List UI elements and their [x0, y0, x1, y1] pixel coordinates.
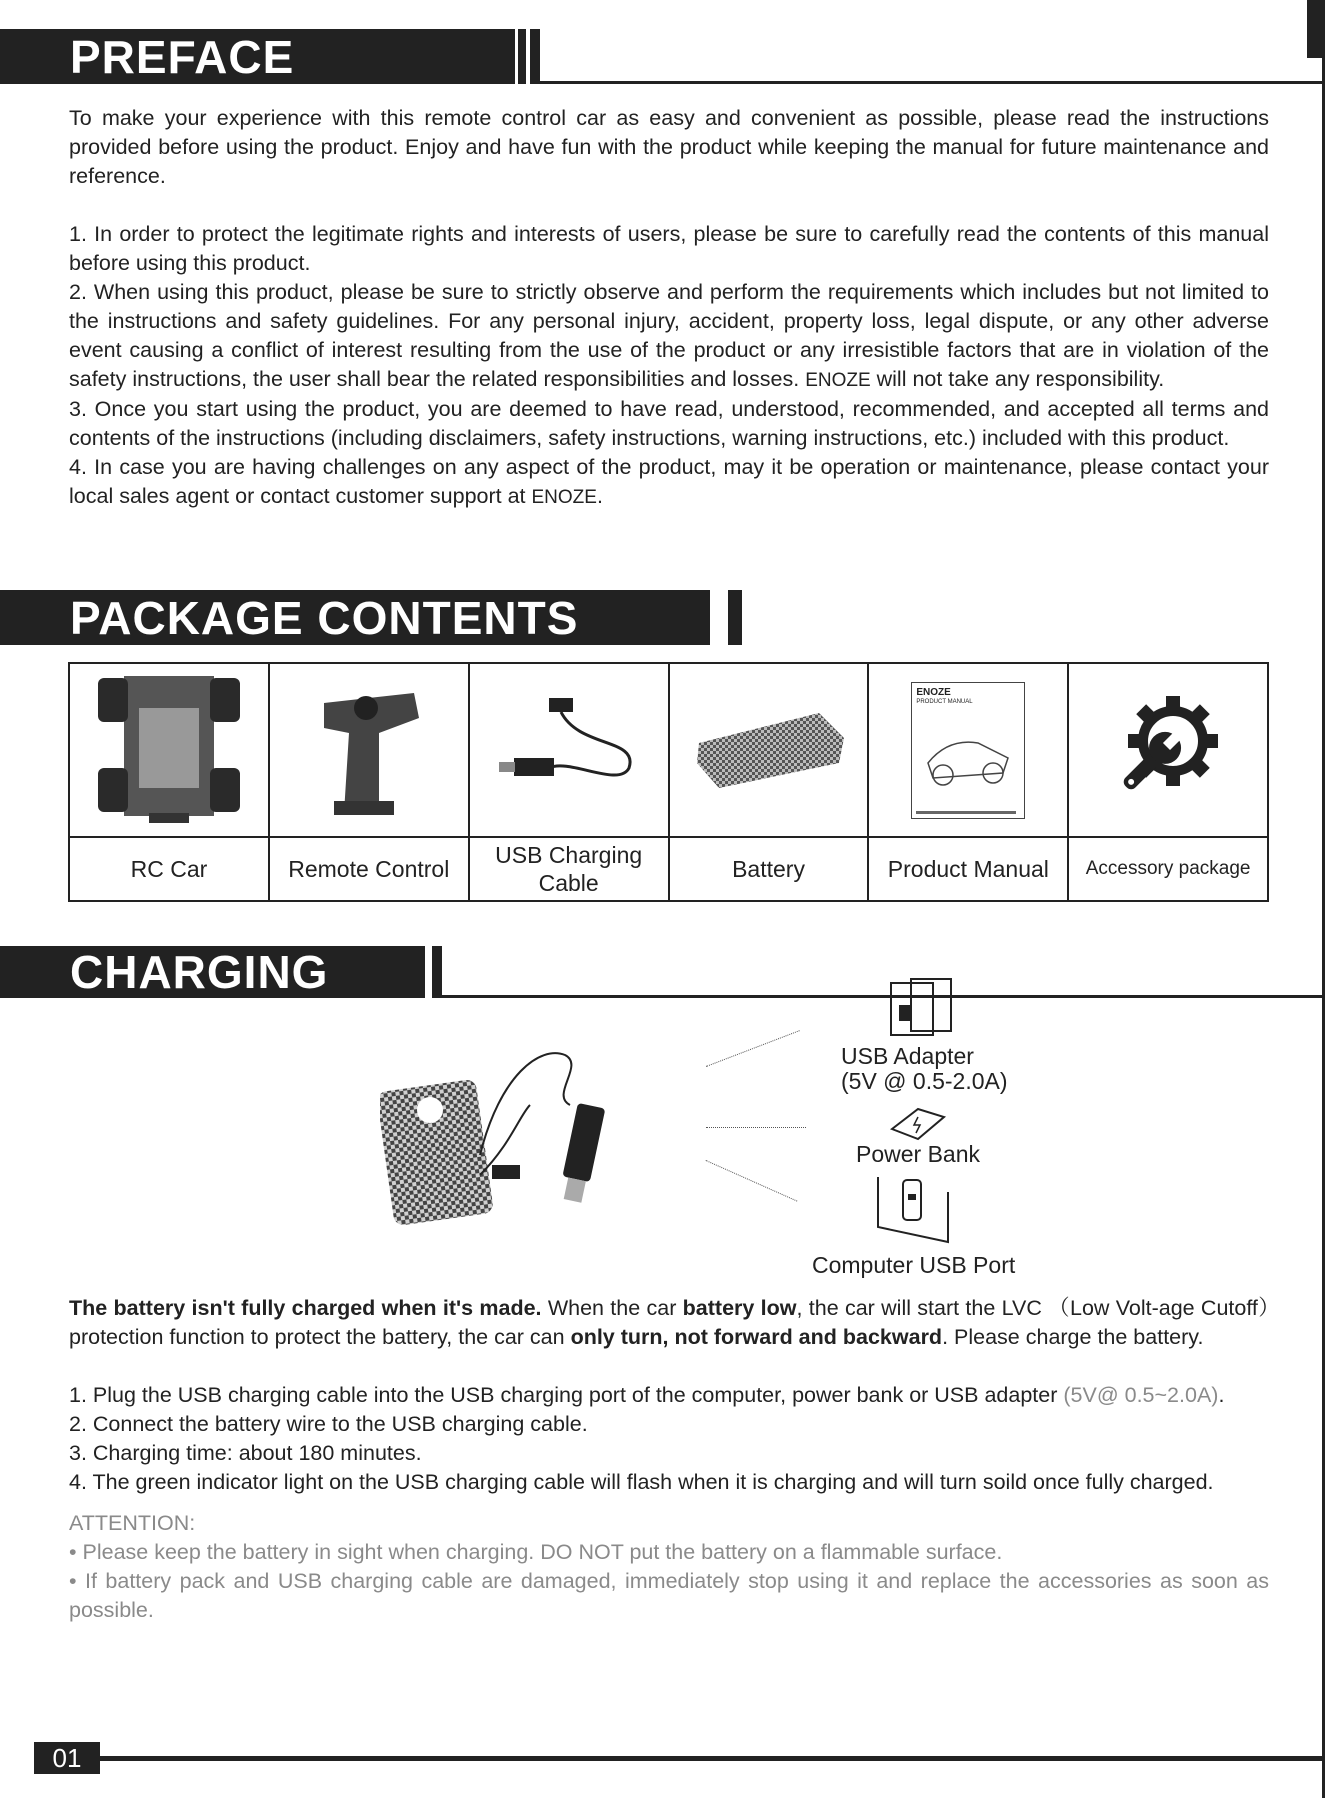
attention-title: ATTENTION:: [69, 1511, 196, 1535]
manual-cell: [868, 663, 1068, 837]
brand-name: ENOZE: [531, 487, 597, 508]
usb-cable-image: [489, 688, 649, 808]
rc-car-cell: [69, 663, 269, 837]
remote-control-cell: [269, 663, 469, 837]
connector-line-adapter: [706, 1030, 800, 1067]
preface-heading: [0, 29, 515, 84]
manual-car-illustration: [918, 723, 1018, 793]
preface-item-4: 4. In case you are having challenges on any aspect of the product, may it be operation or maintenance, please contact your local sales agent or contact customer support at ENOZE.: [69, 455, 1269, 508]
usb-adapter-icon: [885, 975, 955, 1045]
brand-name: ENOZE: [805, 370, 871, 391]
preface-item-2: 2. When using this product, please be sure to strictly observe and perform the requirements which includes but not limited to the instructions and safety guidelines. For any personal injury, accident, property loss, legal dispute, or any other adverse event causing a conflict of interest resulting from the use of the product or any irresistible factors that are in violation of the safety instructions, the user shall bear the related responsibilities and losses. ENOZE will not take any responsibility.: [69, 280, 1269, 391]
preface-heading-text: PREFACE: [70, 30, 295, 83]
battery-charging-diagram: [380, 1035, 680, 1235]
package-label-rc-car: RC Car: [69, 837, 269, 901]
package-heading: [0, 590, 710, 645]
usb-cable-cell: [469, 663, 669, 837]
rc-car-image: [94, 668, 244, 828]
usb-adapter-spec: (5V @ 0.5-2.0A): [841, 1068, 1008, 1094]
preface-body: [69, 104, 1269, 512]
power-bank-icon: [888, 1103, 948, 1143]
preface-heading-rule: [540, 81, 1325, 84]
usb-adapter-label: USB Adapter: [841, 1043, 974, 1069]
charging-heading-rule: [442, 995, 1325, 998]
charging-note: The battery isn't fully charged when it's made. When the car battery low, the car will start the LVC （Low Volt-age Cutoff）protection function to protect the battery, the car can only turn, not forward and backward. Please charge the battery.: [69, 1296, 1269, 1349]
computer-port-label: Computer USB Port: [812, 1252, 1016, 1278]
battery-cell: [669, 663, 869, 837]
preface-heading-tick-2: [530, 29, 540, 84]
package-heading-tick: [728, 590, 742, 645]
attention-item-1: • Please keep the battery in sight when charging. DO NOT put the battery on a flammable surface.: [69, 1540, 1003, 1564]
computer-icon: [873, 1172, 953, 1247]
manual-brand: ENOZE: [916, 686, 951, 698]
package-label-manual: Product Manual: [868, 837, 1068, 901]
package-label-remote: Remote Control: [269, 837, 469, 901]
manual-image: [911, 682, 1025, 819]
package-heading-text: PACKAGE CONTENTS: [70, 591, 579, 644]
charging-heading-tick: [432, 946, 442, 998]
attention-item-2: • If battery pack and USB charging cable are damaged, immediately stop using it and replace the accessories as soon as possible.: [69, 1569, 1269, 1622]
preface-item-3: 3. Once you start using the product, you are deemed to have read, understood, recommended, and accepted all terms and contents of the instructions (including disclaimers, safety instructions, warning instructions, etc.) included with this product.: [69, 397, 1269, 450]
charging-step-1: 1. Plug the USB charging cable into the USB charging port of the computer, power bank or USB adapter (5V@ 0.5~2.0A).: [69, 1383, 1225, 1407]
footer-rule: [100, 1756, 1325, 1761]
charging-step-2: 2. Connect the battery wire to the USB charging cable.: [69, 1412, 588, 1436]
page-number: 01: [34, 1742, 100, 1774]
package-label-battery: Battery: [669, 837, 869, 901]
package-label-accessory: Accessory package: [1068, 837, 1268, 901]
page-corner-tab: [1307, 0, 1325, 58]
package-contents-table: [68, 662, 1269, 902]
remote-control-image: [294, 673, 444, 823]
charging-step-4: 4. The green indicator light on the USB charging cable will flash when it is charging and will turn soild once fully charged.: [69, 1470, 1214, 1494]
accessory-cell: [1068, 663, 1268, 837]
gear-wrench-icon: [1113, 693, 1223, 803]
preface-item-1: 1. In order to protect the legitimate rights and interests of users, please be sure to carefully read the contents of this manual before using this product.: [69, 222, 1269, 275]
power-bank-label: Power Bank: [856, 1141, 981, 1167]
package-label-usb-cable: USB Charging Cable: [469, 837, 669, 901]
connector-line-computer: [706, 1160, 798, 1202]
charging-heading: [0, 946, 425, 998]
charging-heading-text: CHARGING: [70, 946, 329, 998]
preface-heading-tick: [518, 29, 526, 84]
battery-image: [689, 703, 849, 793]
connector-line-powerbank: [706, 1127, 806, 1128]
charging-body: [69, 1294, 1269, 1625]
preface-intro: To make your experience with this remote control car as easy and convenient as possible, please read the instructions provided before using the product. Enjoy and have fun with the product while keeping the manual for future maintenance and reference.: [69, 106, 1269, 188]
manual-title: PRODUCT MANUAL: [916, 698, 973, 705]
charging-step-3: 3. Charging time: about 180 minutes.: [69, 1441, 422, 1465]
